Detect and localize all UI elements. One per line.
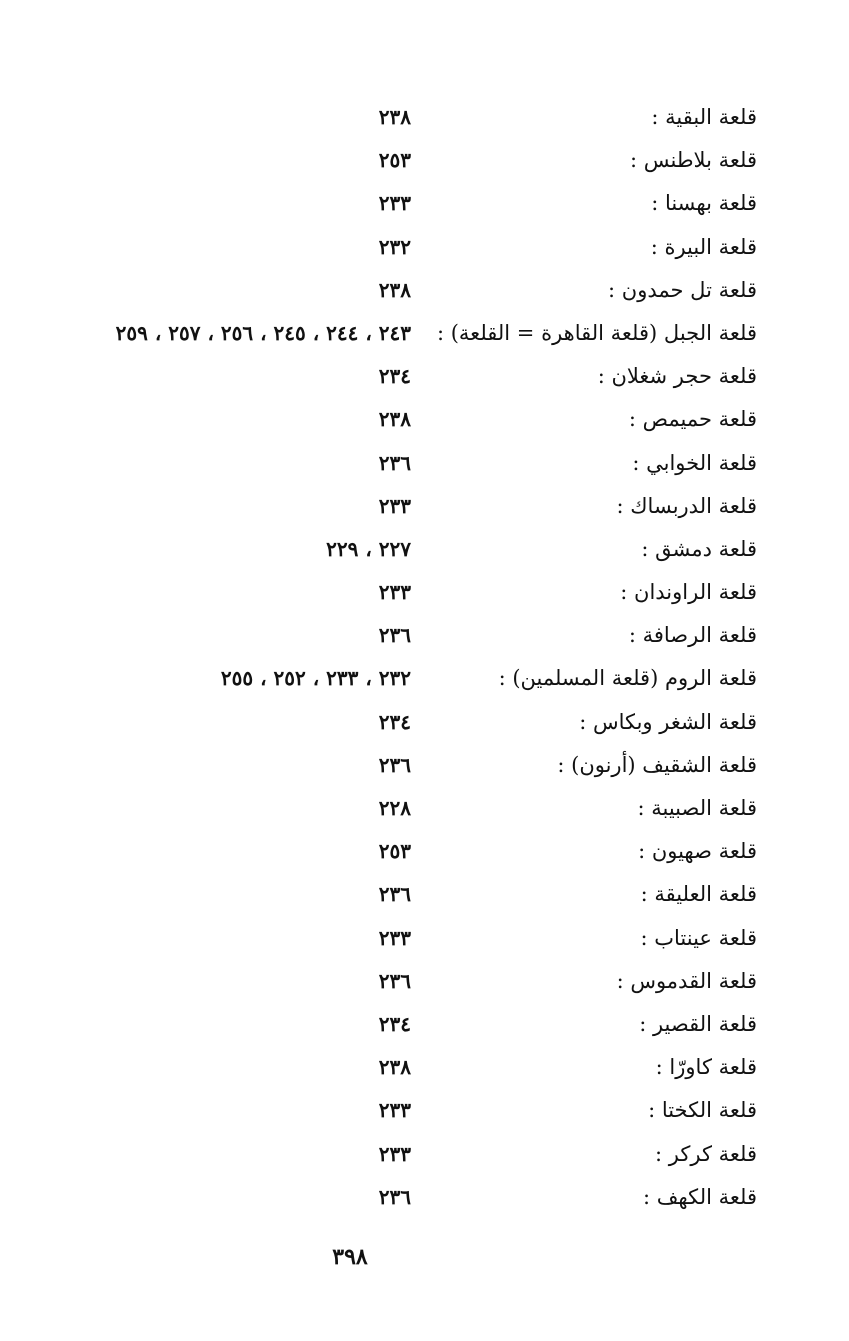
entry-pages: ٢٣٢: [378, 234, 411, 259]
page-number: ٣٩٨: [332, 1244, 368, 1270]
index-entry: [0, 139, 849, 182]
index-entry: [0, 917, 849, 960]
entry-term: قلعة صهيون :: [638, 839, 757, 864]
entry-pages: ٢٢٧ ، ٢٢٩: [326, 536, 411, 561]
entry-term: قلعة الكهف :: [642, 1184, 757, 1209]
index-entry: [0, 182, 849, 225]
index-entry: [0, 1176, 849, 1219]
index-entry: [0, 1046, 849, 1089]
index-entry: [0, 312, 849, 355]
entry-term: قلعة بهسنا :: [651, 191, 757, 216]
index-entry: [0, 528, 849, 571]
entry-term: قلعة بلاطنس :: [629, 148, 757, 173]
index-entry: [0, 269, 849, 312]
entry-term: قلعة الراوندان :: [620, 580, 757, 605]
index-entry: [0, 442, 849, 485]
index-entry: [0, 1089, 849, 1132]
entry-pages: ٢٣٦: [378, 882, 411, 907]
index-entry: [0, 398, 849, 441]
entry-term: قلعة الجبل (قلعة القاهرة = القلعة) :: [436, 320, 757, 345]
index-entry: [0, 485, 849, 528]
entry-pages: ٢٣٣: [378, 1141, 411, 1166]
entry-term: قلعة الخوابي :: [632, 450, 757, 475]
entry-term: قلعة الرصافة :: [628, 623, 757, 648]
index-entry: [0, 830, 849, 873]
entry-term: قلعة البيرة :: [650, 234, 757, 259]
entry-term: قلعة حجر شغلان :: [597, 364, 757, 389]
entry-pages: ٢٣٨: [378, 1055, 411, 1080]
entry-pages: ٢٣٣: [378, 191, 411, 216]
entry-pages: ٢٣٦: [378, 968, 411, 993]
entry-pages: ٢٣٤: [378, 364, 411, 389]
entry-pages: ٢٥٣: [378, 839, 411, 864]
index-entry: [0, 701, 849, 744]
entry-term: قلعة كركر :: [655, 1141, 757, 1166]
entry-term: قلعة تل حمدون :: [608, 277, 757, 302]
entry-pages: ٢٣٤: [378, 1011, 411, 1036]
entry-term: قلعة القدموس :: [616, 968, 757, 993]
entry-pages: ٢٣٣: [378, 580, 411, 605]
entry-pages: ٢٣٣: [378, 493, 411, 518]
index-entry: [0, 744, 849, 787]
entry-pages: ٢٣٨: [378, 407, 411, 432]
index-entry: [0, 657, 849, 700]
entry-pages: ٢٣٦: [378, 752, 411, 777]
entry-pages: ٢٣٢ ، ٢٣٣ ، ٢٥٢ ، ٢٥٥: [220, 666, 411, 691]
entry-term: قلعة دمشق :: [641, 536, 757, 561]
entry-term: قلعة البقية :: [651, 105, 757, 129]
entry-term: قلعة الشقيف (أرنون) :: [557, 752, 757, 777]
entry-pages: ٢٣٦: [378, 450, 411, 475]
index-list: [0, 96, 849, 1216]
index-entry: [0, 96, 849, 139]
entry-pages: ٢٣٨: [378, 277, 411, 302]
index-entry: [0, 571, 849, 614]
entry-pages: ٢٤٣ ، ٢٤٤ ، ٢٤٥ ، ٢٥٦ ، ٢٥٧ ، ٢٥٩: [115, 320, 411, 345]
index-entry: [0, 787, 849, 830]
entry-pages: ٢٢٨: [378, 796, 411, 820]
entry-term: قلعة القصير :: [639, 1011, 757, 1036]
entry-term: قلعة كاورّا :: [655, 1055, 757, 1080]
index-entry: [0, 1003, 849, 1046]
entry-pages: ٢٣٦: [378, 1184, 411, 1209]
entry-pages: ٢٣٣: [378, 1098, 411, 1123]
index-entry: [0, 1133, 849, 1176]
entry-pages: ٢٣٦: [378, 623, 411, 648]
entry-pages: ٢٣٨: [378, 105, 411, 129]
entry-term: قلعة عينتاب :: [640, 925, 757, 950]
entry-pages: ٢٣٣: [378, 925, 411, 950]
entry-term: قلعة الصبيبة :: [637, 796, 757, 820]
entry-pages: ٢٥٣: [378, 148, 411, 173]
entry-term: قلعة حميمص :: [628, 407, 757, 432]
entry-term: قلعة العليقة :: [640, 882, 757, 907]
entry-term: قلعة الدربساك :: [616, 493, 757, 518]
entry-term: قلعة الروم (قلعة المسلمين) :: [498, 666, 757, 691]
index-entry: [0, 226, 849, 269]
index-entry: [0, 873, 849, 916]
index-entry: [0, 960, 849, 1003]
index-entry: [0, 355, 849, 398]
entry-term: قلعة الكختا :: [648, 1098, 757, 1123]
index-entry: [0, 614, 849, 657]
entry-term: قلعة الشغر وبكاس :: [579, 709, 757, 734]
entry-pages: ٢٣٤: [378, 709, 411, 734]
